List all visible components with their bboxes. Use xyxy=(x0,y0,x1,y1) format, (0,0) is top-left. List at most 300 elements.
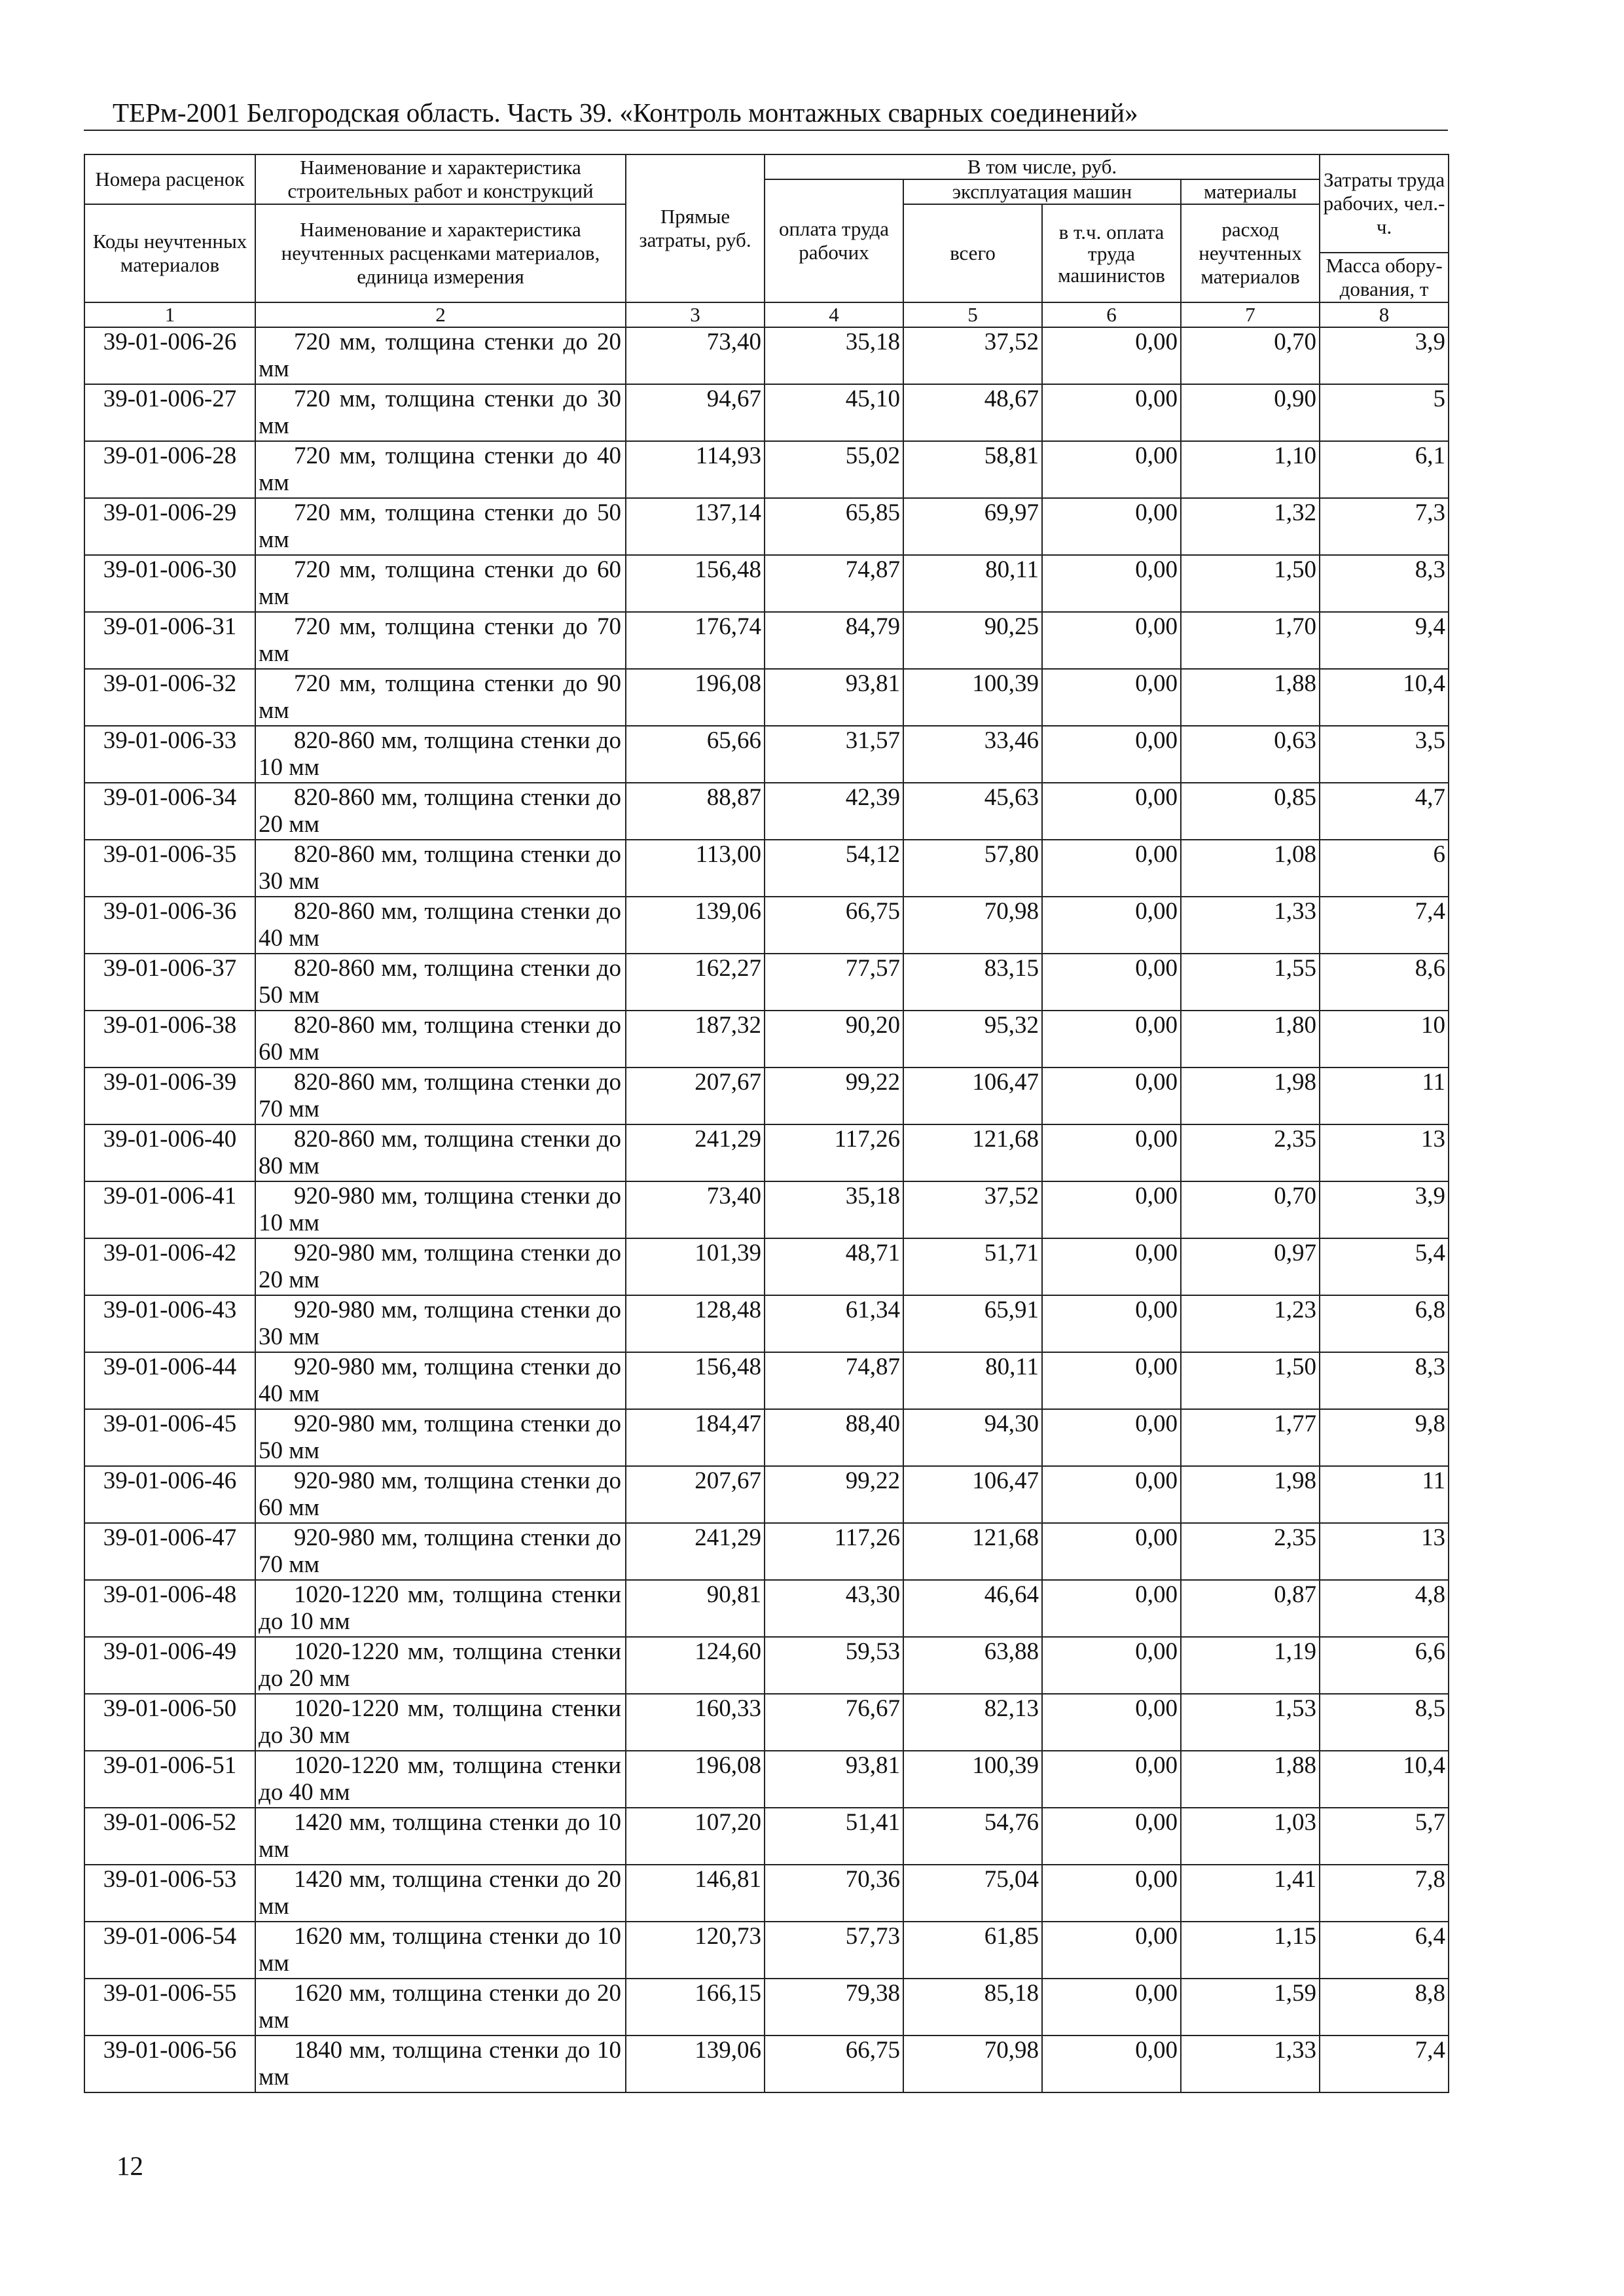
rate-code-cell: 39-01-006-51 xyxy=(84,1751,255,1808)
direct-costs-cell: 166,15 xyxy=(626,1979,765,2036)
direct-costs-cell: 207,67 xyxy=(626,1067,765,1124)
table-row xyxy=(84,498,1449,555)
labor-hours-cell: 9,4 xyxy=(1320,612,1449,669)
work-description-cell: 720 мм, толщина стенки до 70 мм xyxy=(255,612,626,669)
rate-code-cell: 39-01-006-26 xyxy=(84,327,255,384)
machinist-wages-cell: 0,00 xyxy=(1042,1808,1181,1865)
direct-costs-cell: 156,48 xyxy=(626,1352,765,1409)
labor-wages-cell: 61,34 xyxy=(765,1295,903,1352)
table-row xyxy=(84,726,1449,783)
table-row xyxy=(84,1922,1449,1979)
work-description-cell: 920-980 мм, толщина стенки до 50 мм xyxy=(255,1409,626,1466)
machine-total-cell: 46,64 xyxy=(903,1580,1042,1637)
materials-consumption-cell: 1,19 xyxy=(1181,1637,1320,1694)
work-description-cell: 920-980 мм, толщина стенки до 10 мм xyxy=(255,1181,626,1238)
rate-code-cell: 39-01-006-29 xyxy=(84,498,255,555)
materials-consumption-cell: 1,10 xyxy=(1181,441,1320,498)
materials-consumption-cell: 1,98 xyxy=(1181,1067,1320,1124)
rate-code-cell: 39-01-006-37 xyxy=(84,954,255,1011)
labor-wages-cell: 43,30 xyxy=(765,1580,903,1637)
machinist-wages-cell: 0,00 xyxy=(1042,1011,1181,1067)
rate-code-cell: 39-01-006-36 xyxy=(84,897,255,954)
direct-costs-cell: 139,06 xyxy=(626,897,765,954)
machinist-wages-cell: 0,00 xyxy=(1042,1352,1181,1409)
labor-hours-cell: 5,7 xyxy=(1320,1808,1449,1865)
machine-total-cell: 69,97 xyxy=(903,498,1042,555)
rate-code-cell: 39-01-006-43 xyxy=(84,1295,255,1352)
header-ekspluatatsiya-mashin: эксплуатация машин xyxy=(903,179,1181,204)
labor-wages-cell: 88,40 xyxy=(765,1409,903,1466)
labor-wages-cell: 66,75 xyxy=(765,897,903,954)
labor-hours-cell: 11 xyxy=(1320,1466,1449,1523)
header-naimenovanie-neuchtennyh: Наименование и характеристика неучтенных расценками материалов, единица измерения xyxy=(255,204,626,302)
rate-code-cell: 39-01-006-52 xyxy=(84,1808,255,1865)
title-rule xyxy=(84,130,1448,131)
labor-hours-cell: 7,4 xyxy=(1320,897,1449,954)
work-description-cell: 820-860 мм, толщина стенки до 10 мм xyxy=(255,726,626,783)
materials-consumption-cell: 1,77 xyxy=(1181,1409,1320,1466)
materials-consumption-cell: 2,35 xyxy=(1181,1124,1320,1181)
labor-hours-cell: 13 xyxy=(1320,1523,1449,1580)
table-row xyxy=(84,1409,1449,1466)
machine-total-cell: 75,04 xyxy=(903,1865,1042,1922)
materials-consumption-cell: 1,32 xyxy=(1181,498,1320,555)
header-nomera: Номера расценок xyxy=(84,154,255,204)
table-row xyxy=(84,1751,1449,1808)
work-description-cell: 920-980 мм, толщина стенки до 20 мм xyxy=(255,1238,626,1295)
labor-hours-cell: 9,8 xyxy=(1320,1409,1449,1466)
table-row xyxy=(84,327,1449,384)
labor-wages-cell: 51,41 xyxy=(765,1808,903,1865)
document-title: ТЕРм-2001 Белгородская область. Часть 39. «Контроль монтажных сварных соединений» xyxy=(113,98,1138,128)
table-body xyxy=(84,327,1449,2092)
labor-wages-cell: 66,75 xyxy=(765,2036,903,2092)
direct-costs-cell: 146,81 xyxy=(626,1865,765,1922)
labor-hours-cell: 5,4 xyxy=(1320,1238,1449,1295)
work-description-cell: 720 мм, толщина стенки до 50 мм xyxy=(255,498,626,555)
machine-total-cell: 58,81 xyxy=(903,441,1042,498)
materials-consumption-cell: 1,98 xyxy=(1181,1466,1320,1523)
machine-total-cell: 85,18 xyxy=(903,1979,1042,2036)
machine-total-cell: 70,98 xyxy=(903,2036,1042,2092)
work-description-cell: 1420 мм, толщина стенки до 10 мм xyxy=(255,1808,626,1865)
column-number-cell: 7 xyxy=(1181,302,1320,327)
table-row xyxy=(84,612,1449,669)
work-description-cell: 1840 мм, толщина стенки до 10 мм xyxy=(255,2036,626,2092)
rate-code-cell: 39-01-006-48 xyxy=(84,1580,255,1637)
direct-costs-cell: 107,20 xyxy=(626,1808,765,1865)
direct-costs-cell: 120,73 xyxy=(626,1922,765,1979)
table-row xyxy=(84,1523,1449,1580)
machine-total-cell: 57,80 xyxy=(903,840,1042,897)
machine-total-cell: 80,11 xyxy=(903,1352,1042,1409)
materials-consumption-cell: 1,15 xyxy=(1181,1922,1320,1979)
work-description-cell: 720 мм, толщина стенки до 90 мм xyxy=(255,669,626,726)
machinist-wages-cell: 0,00 xyxy=(1042,669,1181,726)
materials-consumption-cell: 1,59 xyxy=(1181,1979,1320,2036)
labor-wages-cell: 117,26 xyxy=(765,1124,903,1181)
direct-costs-cell: 128,48 xyxy=(626,1295,765,1352)
labor-wages-cell: 74,87 xyxy=(765,1352,903,1409)
rate-code-cell: 39-01-006-55 xyxy=(84,1979,255,2036)
machinist-wages-cell: 0,00 xyxy=(1042,1409,1181,1466)
machinist-wages-cell: 0,00 xyxy=(1042,1067,1181,1124)
header-zatraty-truda: Затраты труда рабочих, чел.-ч. xyxy=(1320,154,1449,253)
machinist-wages-cell: 0,00 xyxy=(1042,1979,1181,2036)
labor-hours-cell: 3,9 xyxy=(1320,1181,1449,1238)
machine-total-cell: 65,91 xyxy=(903,1295,1042,1352)
machinist-wages-cell: 0,00 xyxy=(1042,1181,1181,1238)
header-massa-oborudovaniya: Масса обору-дования, т xyxy=(1320,253,1449,302)
machinist-wages-cell: 0,00 xyxy=(1042,612,1181,669)
materials-consumption-cell: 1,53 xyxy=(1181,1694,1320,1751)
labor-hours-cell: 8,3 xyxy=(1320,555,1449,612)
labor-wages-cell: 54,12 xyxy=(765,840,903,897)
materials-consumption-cell: 1,55 xyxy=(1181,954,1320,1011)
materials-consumption-cell: 1,80 xyxy=(1181,1011,1320,1067)
labor-hours-cell: 6 xyxy=(1320,840,1449,897)
price-table xyxy=(84,154,1449,2093)
table-row xyxy=(84,1295,1449,1352)
direct-costs-cell: 101,39 xyxy=(626,1238,765,1295)
rate-code-cell: 39-01-006-42 xyxy=(84,1238,255,1295)
work-description-cell: 820-860 мм, толщина стенки до 20 мм xyxy=(255,783,626,840)
labor-wages-cell: 55,02 xyxy=(765,441,903,498)
table-row xyxy=(84,1238,1449,1295)
table-row xyxy=(84,441,1449,498)
work-description-cell: 1020-1220 мм, толщина стенки до 40 мм xyxy=(255,1751,626,1808)
rate-code-cell: 39-01-006-46 xyxy=(84,1466,255,1523)
work-description-cell: 820-860 мм, толщина стенки до 30 мм xyxy=(255,840,626,897)
table-row xyxy=(84,384,1449,441)
labor-wages-cell: 93,81 xyxy=(765,1751,903,1808)
machinist-wages-cell: 0,00 xyxy=(1042,1523,1181,1580)
header-kody: Коды неучтенных материалов xyxy=(84,204,255,302)
machine-total-cell: 100,39 xyxy=(903,669,1042,726)
direct-costs-cell: 207,67 xyxy=(626,1466,765,1523)
materials-consumption-cell: 1,33 xyxy=(1181,897,1320,954)
rate-code-cell: 39-01-006-53 xyxy=(84,1865,255,1922)
table-row xyxy=(84,954,1449,1011)
labor-hours-cell: 11 xyxy=(1320,1067,1449,1124)
table-row xyxy=(84,1181,1449,1238)
header-v-t-ch-mashinistov: в т.ч. оплата труда машинистов xyxy=(1042,204,1181,302)
work-description-cell: 720 мм, толщина стенки до 40 мм xyxy=(255,441,626,498)
labor-wages-cell: 35,18 xyxy=(765,327,903,384)
rate-code-cell: 39-01-006-50 xyxy=(84,1694,255,1751)
labor-wages-cell: 70,36 xyxy=(765,1865,903,1922)
materials-consumption-cell: 2,35 xyxy=(1181,1523,1320,1580)
column-number-cell: 6 xyxy=(1042,302,1181,327)
machinist-wages-cell: 0,00 xyxy=(1042,1922,1181,1979)
labor-wages-cell: 42,39 xyxy=(765,783,903,840)
price-table-container xyxy=(84,154,1448,2093)
column-number-cell: 2 xyxy=(255,302,626,327)
table-row xyxy=(84,1011,1449,1067)
machine-total-cell: 90,25 xyxy=(903,612,1042,669)
work-description-cell: 1020-1220 мм, толщина стенки до 10 мм xyxy=(255,1580,626,1637)
labor-wages-cell: 57,73 xyxy=(765,1922,903,1979)
table-row xyxy=(84,669,1449,726)
page-number: 12 xyxy=(117,2151,143,2181)
materials-consumption-cell: 1,23 xyxy=(1181,1295,1320,1352)
rate-code-cell: 39-01-006-30 xyxy=(84,555,255,612)
labor-wages-cell: 77,57 xyxy=(765,954,903,1011)
labor-hours-cell: 3,9 xyxy=(1320,327,1449,384)
labor-hours-cell: 7,3 xyxy=(1320,498,1449,555)
direct-costs-cell: 196,08 xyxy=(626,1751,765,1808)
rate-code-cell: 39-01-006-47 xyxy=(84,1523,255,1580)
direct-costs-cell: 160,33 xyxy=(626,1694,765,1751)
materials-consumption-cell: 1,88 xyxy=(1181,1751,1320,1808)
machinist-wages-cell: 0,00 xyxy=(1042,783,1181,840)
table-row xyxy=(84,1865,1449,1922)
rate-code-cell: 39-01-006-35 xyxy=(84,840,255,897)
column-number-cell: 3 xyxy=(626,302,765,327)
labor-wages-cell: 76,67 xyxy=(765,1694,903,1751)
machinist-wages-cell: 0,00 xyxy=(1042,441,1181,498)
materials-consumption-cell: 1,50 xyxy=(1181,555,1320,612)
labor-wages-cell: 65,85 xyxy=(765,498,903,555)
direct-costs-cell: 187,32 xyxy=(626,1011,765,1067)
rate-code-cell: 39-01-006-54 xyxy=(84,1922,255,1979)
labor-wages-cell: 35,18 xyxy=(765,1181,903,1238)
materials-consumption-cell: 1,03 xyxy=(1181,1808,1320,1865)
labor-hours-cell: 10,4 xyxy=(1320,1751,1449,1808)
machine-total-cell: 70,98 xyxy=(903,897,1042,954)
work-description-cell: 1420 мм, толщина стенки до 20 мм xyxy=(255,1865,626,1922)
header-vsego: всего xyxy=(903,204,1042,302)
materials-consumption-cell: 1,33 xyxy=(1181,2036,1320,2092)
materials-consumption-cell: 0,85 xyxy=(1181,783,1320,840)
table-row xyxy=(84,1979,1449,2036)
work-description-cell: 820-860 мм, толщина стенки до 80 мм xyxy=(255,1124,626,1181)
work-description-cell: 820-860 мм, толщина стенки до 70 мм xyxy=(255,1067,626,1124)
work-description-cell: 920-980 мм, толщина стенки до 70 мм xyxy=(255,1523,626,1580)
header-materialy: материалы xyxy=(1181,179,1320,204)
rate-code-cell: 39-01-006-49 xyxy=(84,1637,255,1694)
column-number-cell: 5 xyxy=(903,302,1042,327)
labor-hours-cell: 8,6 xyxy=(1320,954,1449,1011)
materials-consumption-cell: 0,87 xyxy=(1181,1580,1320,1637)
machinist-wages-cell: 0,00 xyxy=(1042,1865,1181,1922)
direct-costs-cell: 176,74 xyxy=(626,612,765,669)
machinist-wages-cell: 0,00 xyxy=(1042,897,1181,954)
labor-wages-cell: 99,22 xyxy=(765,1466,903,1523)
work-description-cell: 920-980 мм, толщина стенки до 60 мм xyxy=(255,1466,626,1523)
work-description-cell: 720 мм, толщина стенки до 30 мм xyxy=(255,384,626,441)
table-row xyxy=(84,555,1449,612)
table-row xyxy=(84,1124,1449,1181)
labor-hours-cell: 6,8 xyxy=(1320,1295,1449,1352)
labor-hours-cell: 10,4 xyxy=(1320,669,1449,726)
labor-wages-cell: 59,53 xyxy=(765,1637,903,1694)
labor-hours-cell: 3,5 xyxy=(1320,726,1449,783)
labor-hours-cell: 4,8 xyxy=(1320,1580,1449,1637)
rate-code-cell: 39-01-006-31 xyxy=(84,612,255,669)
machine-total-cell: 37,52 xyxy=(903,1181,1042,1238)
materials-consumption-cell: 0,90 xyxy=(1181,384,1320,441)
work-description-cell: 920-980 мм, толщина стенки до 40 мм xyxy=(255,1352,626,1409)
labor-hours-cell: 5 xyxy=(1320,384,1449,441)
labor-wages-cell: 48,71 xyxy=(765,1238,903,1295)
work-description-cell: 820-860 мм, толщина стенки до 40 мм xyxy=(255,897,626,954)
work-description-cell: 820-860 мм, толщина стенки до 50 мм xyxy=(255,954,626,1011)
work-description-cell: 1620 мм, толщина стенки до 10 мм xyxy=(255,1922,626,1979)
machinist-wages-cell: 0,00 xyxy=(1042,1637,1181,1694)
materials-consumption-cell: 0,70 xyxy=(1181,327,1320,384)
labor-hours-cell: 10 xyxy=(1320,1011,1449,1067)
machinist-wages-cell: 0,00 xyxy=(1042,327,1181,384)
labor-hours-cell: 8,8 xyxy=(1320,1979,1449,2036)
labor-hours-cell: 6,1 xyxy=(1320,441,1449,498)
machine-total-cell: 45,63 xyxy=(903,783,1042,840)
direct-costs-cell: 90,81 xyxy=(626,1580,765,1637)
table-row xyxy=(84,2036,1449,2092)
machinist-wages-cell: 0,00 xyxy=(1042,498,1181,555)
machinist-wages-cell: 0,00 xyxy=(1042,1238,1181,1295)
machine-total-cell: 94,30 xyxy=(903,1409,1042,1466)
machine-total-cell: 63,88 xyxy=(903,1637,1042,1694)
materials-consumption-cell: 0,70 xyxy=(1181,1181,1320,1238)
table-header xyxy=(84,154,1449,327)
labor-wages-cell: 84,79 xyxy=(765,612,903,669)
direct-costs-cell: 113,00 xyxy=(626,840,765,897)
machine-total-cell: 61,85 xyxy=(903,1922,1042,1979)
rate-code-cell: 39-01-006-45 xyxy=(84,1409,255,1466)
rate-code-cell: 39-01-006-34 xyxy=(84,783,255,840)
direct-costs-cell: 241,29 xyxy=(626,1124,765,1181)
labor-wages-cell: 45,10 xyxy=(765,384,903,441)
machine-total-cell: 121,68 xyxy=(903,1124,1042,1181)
direct-costs-cell: 139,06 xyxy=(626,2036,765,2092)
materials-consumption-cell: 1,41 xyxy=(1181,1865,1320,1922)
labor-wages-cell: 79,38 xyxy=(765,1979,903,2036)
table-row xyxy=(84,1808,1449,1865)
column-number-row xyxy=(84,302,1449,327)
machine-total-cell: 106,47 xyxy=(903,1067,1042,1124)
direct-costs-cell: 184,47 xyxy=(626,1409,765,1466)
machinist-wages-cell: 0,00 xyxy=(1042,1580,1181,1637)
machinist-wages-cell: 0,00 xyxy=(1042,1295,1181,1352)
header-oplata-truda: оплата труда рабочих xyxy=(765,179,903,302)
work-description-cell: 820-860 мм, толщина стенки до 60 мм xyxy=(255,1011,626,1067)
machinist-wages-cell: 0,00 xyxy=(1042,1466,1181,1523)
machine-total-cell: 100,39 xyxy=(903,1751,1042,1808)
machine-total-cell: 83,15 xyxy=(903,954,1042,1011)
machinist-wages-cell: 0,00 xyxy=(1042,555,1181,612)
table-row xyxy=(84,783,1449,840)
header-naimenovanie: Наименование и характеристика строительных работ и конструкций xyxy=(255,154,626,204)
table-row xyxy=(84,1466,1449,1523)
rate-code-cell: 39-01-006-44 xyxy=(84,1352,255,1409)
work-description-cell: 920-980 мм, толщина стенки до 30 мм xyxy=(255,1295,626,1352)
header-rashod-materialov: расход неучтенных материалов xyxy=(1181,204,1320,302)
direct-costs-cell: 156,48 xyxy=(626,555,765,612)
direct-costs-cell: 73,40 xyxy=(626,1181,765,1238)
labor-hours-cell: 6,6 xyxy=(1320,1637,1449,1694)
materials-consumption-cell: 0,63 xyxy=(1181,726,1320,783)
labor-hours-cell: 13 xyxy=(1320,1124,1449,1181)
machine-total-cell: 48,67 xyxy=(903,384,1042,441)
labor-hours-cell: 8,5 xyxy=(1320,1694,1449,1751)
direct-costs-cell: 114,93 xyxy=(626,441,765,498)
table-row xyxy=(84,840,1449,897)
machinist-wages-cell: 0,00 xyxy=(1042,954,1181,1011)
rate-code-cell: 39-01-006-40 xyxy=(84,1124,255,1181)
table-row xyxy=(84,1067,1449,1124)
table-row xyxy=(84,1637,1449,1694)
rate-code-cell: 39-01-006-56 xyxy=(84,2036,255,2092)
rate-code-cell: 39-01-006-28 xyxy=(84,441,255,498)
machine-total-cell: 54,76 xyxy=(903,1808,1042,1865)
machinist-wages-cell: 0,00 xyxy=(1042,1694,1181,1751)
machinist-wages-cell: 0,00 xyxy=(1042,840,1181,897)
labor-hours-cell: 7,8 xyxy=(1320,1865,1449,1922)
table-row xyxy=(84,1352,1449,1409)
labor-hours-cell: 4,7 xyxy=(1320,783,1449,840)
machine-total-cell: 37,52 xyxy=(903,327,1042,384)
work-description-cell: 1020-1220 мм, толщина стенки до 30 мм xyxy=(255,1694,626,1751)
column-number-cell: 4 xyxy=(765,302,903,327)
table-row xyxy=(84,897,1449,954)
labor-wages-cell: 93,81 xyxy=(765,669,903,726)
direct-costs-cell: 137,14 xyxy=(626,498,765,555)
machinist-wages-cell: 0,00 xyxy=(1042,2036,1181,2092)
direct-costs-cell: 124,60 xyxy=(626,1637,765,1694)
materials-consumption-cell: 1,08 xyxy=(1181,840,1320,897)
rate-code-cell: 39-01-006-39 xyxy=(84,1067,255,1124)
header-pryamye-zatraty: Прямые затраты, руб. xyxy=(626,154,765,302)
machine-total-cell: 51,71 xyxy=(903,1238,1042,1295)
work-description-cell: 1620 мм, толщина стенки до 20 мм xyxy=(255,1979,626,2036)
machine-total-cell: 33,46 xyxy=(903,726,1042,783)
rate-code-cell: 39-01-006-32 xyxy=(84,669,255,726)
labor-wages-cell: 74,87 xyxy=(765,555,903,612)
labor-hours-cell: 8,3 xyxy=(1320,1352,1449,1409)
machine-total-cell: 121,68 xyxy=(903,1523,1042,1580)
materials-consumption-cell: 0,97 xyxy=(1181,1238,1320,1295)
machine-total-cell: 82,13 xyxy=(903,1694,1042,1751)
materials-consumption-cell: 1,70 xyxy=(1181,612,1320,669)
rate-code-cell: 39-01-006-33 xyxy=(84,726,255,783)
machinist-wages-cell: 0,00 xyxy=(1042,1751,1181,1808)
direct-costs-cell: 73,40 xyxy=(626,327,765,384)
work-description-cell: 1020-1220 мм, толщина стенки до 20 мм xyxy=(255,1637,626,1694)
rate-code-cell: 39-01-006-27 xyxy=(84,384,255,441)
machine-total-cell: 95,32 xyxy=(903,1011,1042,1067)
rate-code-cell: 39-01-006-41 xyxy=(84,1181,255,1238)
direct-costs-cell: 162,27 xyxy=(626,954,765,1011)
work-description-cell: 720 мм, толщина стенки до 20 мм xyxy=(255,327,626,384)
machinist-wages-cell: 0,00 xyxy=(1042,1124,1181,1181)
column-number-cell: 1 xyxy=(84,302,255,327)
table-row xyxy=(84,1580,1449,1637)
direct-costs-cell: 94,67 xyxy=(626,384,765,441)
header-v-tom-chisle: В том числе, руб. xyxy=(765,154,1320,179)
rate-code-cell: 39-01-006-38 xyxy=(84,1011,255,1067)
labor-hours-cell: 6,4 xyxy=(1320,1922,1449,1979)
labor-wages-cell: 117,26 xyxy=(765,1523,903,1580)
direct-costs-cell: 241,29 xyxy=(626,1523,765,1580)
direct-costs-cell: 196,08 xyxy=(626,669,765,726)
work-description-cell: 720 мм, толщина стенки до 60 мм xyxy=(255,555,626,612)
machine-total-cell: 106,47 xyxy=(903,1466,1042,1523)
labor-wages-cell: 90,20 xyxy=(765,1011,903,1067)
machinist-wages-cell: 0,00 xyxy=(1042,726,1181,783)
machinist-wages-cell: 0,00 xyxy=(1042,384,1181,441)
labor-wages-cell: 99,22 xyxy=(765,1067,903,1124)
